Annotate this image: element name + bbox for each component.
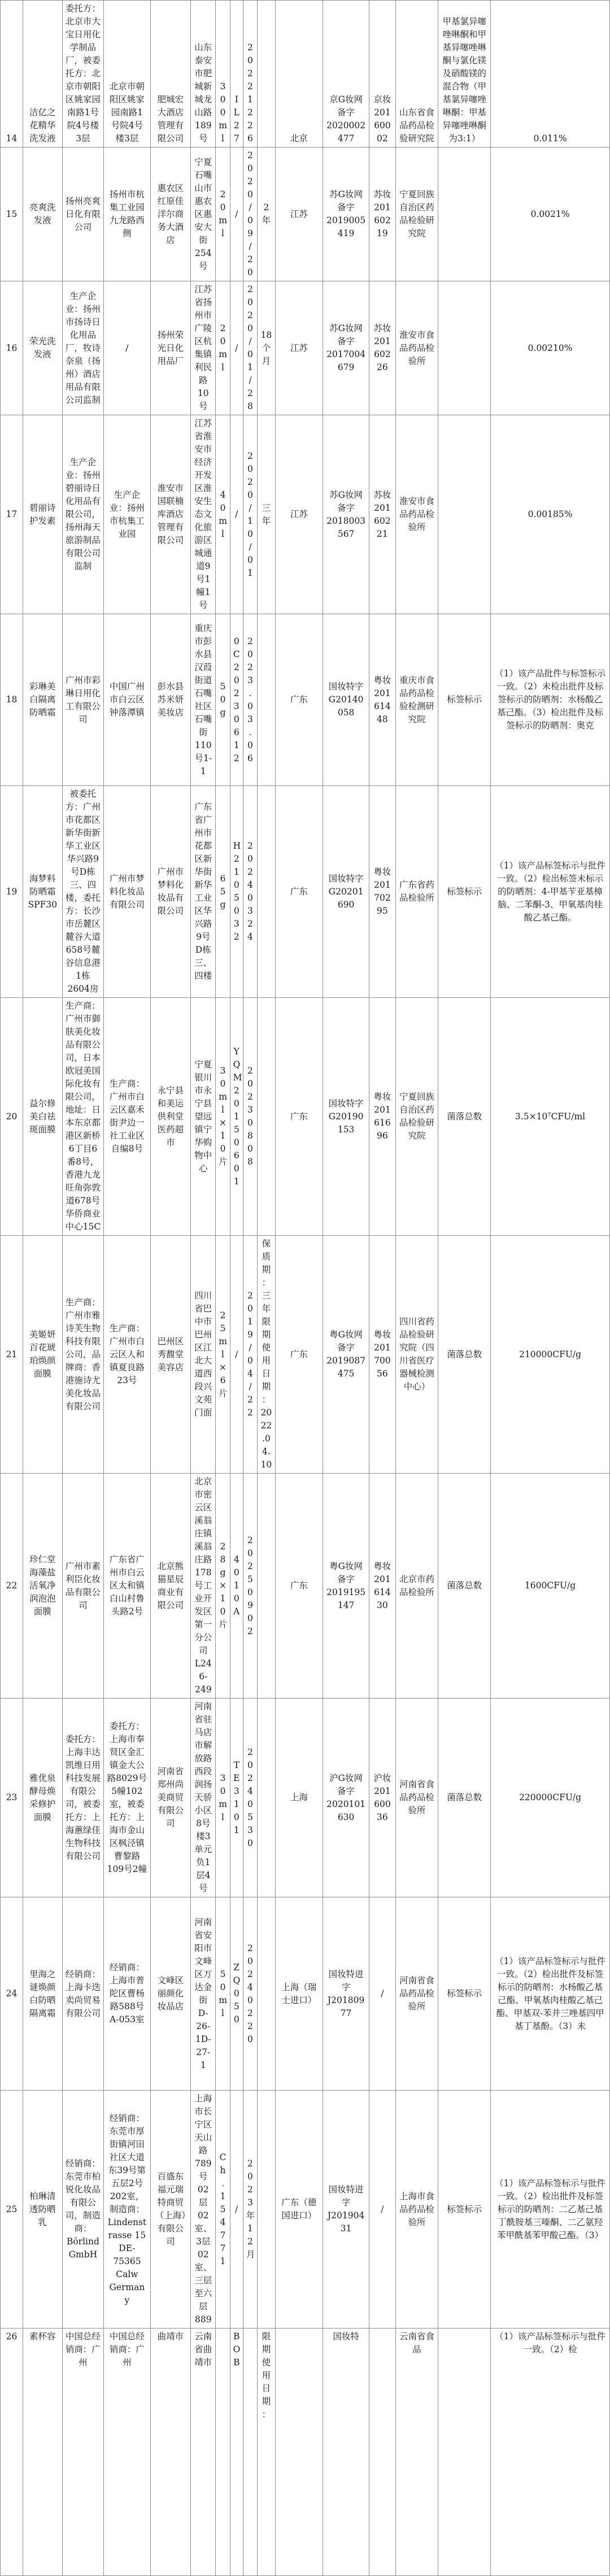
row-index: 17	[1, 415, 23, 614]
table-row	[1, 1236, 610, 1474]
producer-address: 经销商：上海市普陀区曹杨路588号A-053室	[104, 1897, 150, 2091]
spec: 25ml×6片	[216, 1236, 230, 1474]
batch: /	[230, 1236, 243, 1474]
shelf-life	[258, 1, 276, 147]
batch: YQM20150601	[230, 998, 243, 1236]
batch: TE3101	[230, 1698, 243, 1897]
production-date: 20240324	[243, 786, 257, 998]
batch: BOB	[230, 2329, 243, 2576]
shelf-life	[258, 614, 276, 786]
license-number: 苏G妆网备字2017004679	[323, 281, 369, 415]
row-index: 14	[1, 1, 23, 147]
product-name: 洁亿之花精华洗发液	[23, 1, 63, 147]
seller-address: 北京市密云区溪翁庄镇溪翁庄路178号工业开发区第一分公司L246-249	[191, 1474, 216, 1698]
shelf-life: 三年	[258, 415, 276, 614]
origin	[275, 2329, 323, 2576]
seller: 淮安市国联楠库酒店管理有限公司	[150, 415, 191, 614]
report-number	[369, 2329, 395, 2576]
seller-address: 山东泰安市肥城新城龙山路189号	[191, 1, 216, 147]
report-number: /	[369, 2091, 395, 2329]
producer-address: 经销商：东莞市厚街镇河田社区大道东39号第五层2号202室，制造商：Lindenstrasse 15 DE-75365 Calw Germany	[104, 2091, 150, 2329]
producer-address: 生产商：广州市白云区人和镇夏良路23号	[104, 1236, 150, 1474]
testing-lab: 广东省药品检验所	[395, 786, 438, 998]
producer: 扬州亮爽日化有限公司	[62, 147, 104, 281]
product-name: 亮爽洗发液	[23, 147, 63, 281]
producer: 经销商：东莞市柏锐化妆品有限公司，制造商：Börlind GmbH	[62, 2091, 104, 2329]
report-number: /	[369, 1897, 395, 2091]
license-number: 苏G妆网备字2018003567	[323, 415, 369, 614]
production-date: 2020/10/01	[243, 415, 257, 614]
product-name: 彩琳美白隔离防晒霜	[23, 614, 63, 786]
testing-lab: 四川省药品检验研究院（四川省医疗器械检测中心）	[395, 1236, 438, 1474]
license-number: 沪G妆网备字2020101630	[323, 1698, 369, 1897]
test-value: 0.011%	[491, 1, 610, 147]
report-number: 京妆20160002	[369, 1, 395, 147]
product-name: 荣光洗发液	[23, 281, 63, 415]
product-name: 碧丽诗护发素	[23, 415, 63, 614]
producer: 广州市彩琳日用化工有限公司	[62, 614, 104, 786]
row-index: 23	[1, 1698, 23, 1897]
testing-lab: 淮安市食品药品检验所	[395, 415, 438, 614]
row-index: 24	[1, 1897, 23, 2091]
producer-address: 中国广州市白云区钟落潭镇	[104, 614, 150, 786]
production-date: 20230808	[243, 998, 257, 1236]
producer: 委托方：北京市大宝日用化学制品厂，被委托方：北京市朝阳区姚家园南路1号院4号楼3层	[62, 1, 104, 147]
producer-address: /	[104, 281, 150, 415]
seller-address: 宁夏银川市永宁县望远镇宁华购物中心	[191, 998, 216, 1236]
shelf-life: 2年	[258, 147, 276, 281]
seller-address: 云南省曲靖市	[191, 2329, 216, 2576]
test-item: 标签标示	[438, 1897, 491, 2091]
spec: Ch.154771	[216, 2091, 230, 2329]
production-date: 20250902	[243, 1474, 257, 1698]
production-date: 2023年12月	[243, 2091, 257, 2329]
producer: 生产企业：扬州碧丽诗日化用品有限公司，扬州海天旅游制品有限公司监制	[62, 415, 104, 614]
production-date: 20221226	[243, 1, 257, 147]
shelf-life	[258, 998, 276, 1236]
seller-address: 四川省巴中市巴州区江北大道西段兴文苑门面	[191, 1236, 216, 1474]
testing-lab: 宁夏回族自治区药品检验研究院	[395, 998, 438, 1236]
report-number: 沪妆20160036	[369, 1698, 395, 1897]
row-index: 26	[1, 2329, 23, 2576]
production-date: 2020/01/28	[243, 281, 257, 415]
seller: 巴州区秀馥堂美容店	[150, 1236, 191, 1474]
license-number: 粤G妆网备字2019087475	[323, 1236, 369, 1474]
batch: H2105032	[230, 786, 243, 998]
report-number: 苏妆20160221	[369, 415, 395, 614]
seller-address: 江苏省淮安市经济开发区淮安生态文化旅游区城通道9号1幢1号	[191, 415, 216, 614]
producer-address: 广东省广州市白云区太和镇白山村鲁头路2号	[104, 1474, 150, 1698]
shelf-life	[258, 2091, 276, 2329]
producer-address: 广州市梦料化妆品有限公司	[104, 786, 150, 998]
test-value: （1）该产品标签标示与批件一致。（2）检出标签未标示的防晒剂：4-甲基苄亚基樟脑、二苯酮-3、甲氧基肉桂酸乙基己酯。	[491, 786, 610, 998]
test-item	[438, 281, 491, 415]
origin: 江苏	[275, 147, 323, 281]
testing-lab: 宁夏回族自治区药品检验研究院	[395, 147, 438, 281]
shelf-life: 18个月	[258, 281, 276, 415]
test-item: 甲基氯异噻唑啉酮和甲基异噻唑啉酮与氯化镁及硝酸镁的混合物（甲基氯异噻唑啉酮：甲基异噻唑啉酮为3:1）	[438, 1, 491, 147]
producer-address: 中国总经销商：广州	[104, 2329, 150, 2576]
spec: 65g	[216, 786, 230, 998]
test-item: 标签标示	[438, 2091, 491, 2329]
test-item	[438, 147, 491, 281]
spec: 20ml	[216, 281, 230, 415]
production-date: 20240220	[243, 1897, 257, 2091]
license-number: 国妆特字G20201690	[323, 786, 369, 998]
test-value: （1）该产品标签标示与批件一致。（2）检	[491, 2329, 610, 2576]
shelf-life	[258, 1897, 276, 2091]
report-number: 粤妆20161448	[369, 614, 395, 786]
seller-address: 广东省广州市花都区新华街新华工业区华兴路9号D栋三、四楼	[191, 786, 216, 998]
seller-address: 上海市长宁区天山路789号02层02室、3层02室、三层至六层889	[191, 2091, 216, 2329]
seller-address: 宁夏石嘴山市惠农区惠安大街254号	[191, 147, 216, 281]
test-value: 210000CFU/g	[491, 1236, 610, 1474]
row-index: 19	[1, 786, 23, 998]
producer-address: 委托方：上海市奉贤区金汇镇金大公路8029号5幢102室，被委托方：上海市金山区枫泾镇曹黎路109号2幢	[104, 1698, 150, 1897]
seller: 扬州荣光日化用品厂	[150, 281, 191, 415]
producer-address: 生产企业：扬州市杭集工业园	[104, 415, 150, 614]
seller: 百盛东福元瑞特商贸（上海）有限公司	[150, 2091, 191, 2329]
product-name: 美姬妍百花琥珀焕颜面膜	[23, 1236, 63, 1474]
test-value: 3.5×10⁷CFU/ml	[491, 998, 610, 1236]
seller-address: 重庆市彭水县汉葭街道石嘴社区石嘴街110号1-1	[191, 614, 216, 786]
batch: /	[230, 2091, 243, 2329]
batch: IL27	[230, 1, 243, 147]
test-item: 菌落总数	[438, 1236, 491, 1474]
product-name: 珍仁堂海藻盐活氧净润泡泡面膜	[23, 1474, 63, 1698]
producer: 生产商：广州市御肤美化妆品有限公司，日本欧冠美国际化妆有限公司，地址：日本东京都港区新桥6丁目6番8号，香港九龙旺角弥敦道678号华侨商业中心15C	[62, 998, 104, 1236]
test-item: 菌落总数	[438, 1698, 491, 1897]
seller: 曲靖市	[150, 2329, 191, 2576]
batch: 0C20230612	[230, 614, 243, 786]
producer-address: 北京市朝阳区姚家园南路1号院4号楼3层	[104, 1, 150, 147]
table-row	[1, 998, 610, 1236]
origin: 上海	[275, 1698, 323, 1897]
test-value: 0.0021%	[491, 147, 610, 281]
product-name: 柏琳清透防晒乳	[23, 2091, 63, 2329]
testing-lab: 云南省食品	[395, 2329, 438, 2576]
test-item: 菌落总数	[438, 1474, 491, 1698]
producer: 生产企业：扬州市扬诗日化用品厂，牧诗奈泉（扬州）酒店用品有限公司监制	[62, 281, 104, 415]
spec: 30ml×10片	[216, 998, 230, 1236]
test-value: （1）该产品批件与标签标示一致。（2）未检出批件及标签标示的防晒剂：水杨酸乙基己酯。（3）检出批件及标签标示的防晒剂：奥克	[491, 614, 610, 786]
test-value: 0.00185%	[491, 415, 610, 614]
testing-lab: 上海市食品药品检验所	[395, 2091, 438, 2329]
production-date: 20240530	[243, 1698, 257, 1897]
batch: /	[230, 147, 243, 281]
seller-address: 河南省安阳市文峰区万达金街D-26-1D-27-1	[191, 1897, 216, 2091]
test-item: 标签标示	[438, 614, 491, 786]
testing-lab: 山东省食品药品检验研究院	[395, 1, 438, 147]
license-number: 粤G妆网备字2019195147	[323, 1474, 369, 1698]
batch: 4010A	[230, 1474, 243, 1698]
table-row	[1, 1897, 610, 2091]
row-index: 25	[1, 2091, 23, 2329]
shelf-life: 保质期：三年 限期使用日期：2022.04.10	[258, 1236, 276, 1474]
row-index: 21	[1, 1236, 23, 1474]
batch: /	[230, 281, 243, 415]
row-index: 22	[1, 1474, 23, 1698]
seller: 北京熊猫星辰商业有限公司	[150, 1474, 191, 1698]
batch: ZQ050	[230, 1897, 243, 2091]
product-name: 益尔修美白祛斑面膜	[23, 998, 63, 1236]
producer: 广州市素利臣化妆品有限公司	[62, 1474, 104, 1698]
origin: 江苏	[275, 281, 323, 415]
license-number: 京G妆网备字2020002477	[323, 1, 369, 147]
table-row	[1, 2091, 610, 2329]
testing-lab: 淮安市食品药品检验所	[395, 281, 438, 415]
test-value: 1600CFU/g	[491, 1474, 610, 1698]
report-number: 粤妆20170295	[369, 786, 395, 998]
license-number: 国妆特	[323, 2329, 369, 2576]
report-number: 粤妆20161430	[369, 1474, 395, 1698]
production-date: 2020/09/20	[243, 147, 257, 281]
spec: 40ml	[216, 415, 230, 614]
origin: 广东	[275, 1236, 323, 1474]
seller: 惠农区红原佳洋尔商务大酒店	[150, 147, 191, 281]
spec: 30ml	[216, 1698, 230, 1897]
producer: 中国总经销商：广州	[62, 2329, 104, 2576]
test-value: （1）该产品标签标示与批件一致。（2）检出批件及标签标示的防晒剂：二乙基己基丁酰胺基三嗪酮、二乙氨羟苯甲酰基苯甲酸己酯。（3）	[491, 2091, 610, 2329]
origin: 广东（德国进口）	[275, 2091, 323, 2329]
table-row	[1, 1, 610, 147]
table-row	[1, 147, 610, 281]
table-row	[1, 2329, 610, 2576]
test-item	[438, 415, 491, 614]
production-date: 2019/04/22	[243, 1236, 257, 1474]
license-number: 国妆特字G20190153	[323, 998, 369, 1236]
producer: 经销商：上海卡迭卖尚贸易有限公司	[62, 1897, 104, 2091]
producer: 被委托方：广州市花都区新华街新华工业区华兴路9号D栋三、四楼，委托方：长沙市岳麓区麓谷大道658号麓谷信息港1栋2604房	[62, 786, 104, 998]
license-number: 国妆特字G20140058	[323, 614, 369, 786]
testing-lab: 重庆市食品药品检验检测研究院	[395, 614, 438, 786]
spec: 50g	[216, 614, 230, 786]
row-index: 15	[1, 147, 23, 281]
report-number: 粤妆20170056	[369, 1236, 395, 1474]
row-index: 18	[1, 614, 23, 786]
table-row	[1, 786, 610, 998]
seller: 彭水县苏米妍美妆店	[150, 614, 191, 786]
test-item: 菌落总数	[438, 998, 491, 1236]
producer-address: 生产商：广州市白云区嘉禾街尹边一社工业区自编8号	[104, 998, 150, 1236]
producer: 委托方：上海丰达凯维日用科技发展有限公司，被委托方：上海蕙绿佳生物科技有限公司	[62, 1698, 104, 1897]
table-row	[1, 614, 610, 786]
origin: 广东	[275, 998, 323, 1236]
production-date: 2023.03.06	[243, 614, 257, 786]
product-name: 里海之谜焕颜白防晒隔离霜	[23, 1897, 63, 2091]
license-number: 国妆特进字J20180977	[323, 1897, 369, 2091]
product-name: 雅优泉酵母焕采修护面膜	[23, 1698, 63, 1897]
table-row	[1, 1698, 610, 1897]
test-value: 0.00210%	[491, 281, 610, 415]
origin: 北京	[275, 1, 323, 147]
license-number: 苏G妆网备字2019005419	[323, 147, 369, 281]
shelf-life	[258, 1474, 276, 1698]
table-row	[1, 281, 610, 415]
table-row	[1, 1474, 610, 1698]
origin: 广东	[275, 614, 323, 786]
test-item: 标签标示	[438, 786, 491, 998]
spec: 300ml	[216, 1, 230, 147]
seller: 广州市梦料化妆品有限公司	[150, 786, 191, 998]
testing-lab: 河南省食品药品检验所	[395, 1698, 438, 1897]
seller-address: 江苏省扬州市广陵区杭集镇利民路10号	[191, 281, 216, 415]
batch: /	[230, 415, 243, 614]
report-number: 苏妆20160219	[369, 147, 395, 281]
origin: 上海（瑞士进口）	[275, 1897, 323, 2091]
seller: 文峰区丽颜化妆品店	[150, 1897, 191, 2091]
test-value: （1）该产品标签标示与批件一致。（2）检出批件及标签标示的防晒剂：水杨酸乙基己酯、甲氧基肉桂酸乙基己酯、甲基双-苯并三唑基四甲基丁基酚。（3）未	[491, 1897, 610, 2091]
shelf-life	[258, 1698, 276, 1897]
spec: 20ml	[216, 147, 230, 281]
shelf-life: 限期使用日期：	[258, 2329, 276, 2576]
origin: 广东	[275, 1474, 323, 1698]
seller: 肥城宏大酒店管理有限公司	[150, 1, 191, 147]
spec: 50ml	[216, 1897, 230, 2091]
spec: 28g×10片	[216, 1474, 230, 1698]
production-date	[243, 2329, 257, 2576]
test-value: 220000CFU/g	[491, 1698, 610, 1897]
origin: 广东	[275, 786, 323, 998]
testing-lab: 河南省食品药品检验所	[395, 1897, 438, 2091]
shelf-life	[258, 786, 276, 998]
report-number: 苏妆20160226	[369, 281, 395, 415]
license-number: 国妆特进字J20190431	[323, 2091, 369, 2329]
product-name: 海梦料防晒霜SPF30	[23, 786, 63, 998]
origin: 江苏	[275, 415, 323, 614]
testing-lab: 北京市药品检验所	[395, 1474, 438, 1698]
report-number: 粤妆20161696	[369, 998, 395, 1236]
producer: 生产商：广州市雅诗芙生物科技有限公司，品牌商：香港施诗尤美化妆品有限公司	[62, 1236, 104, 1474]
producer-address: 扬州市杭集工业园九龙路西侧	[104, 147, 150, 281]
product-name: 素杯容	[23, 2329, 63, 2576]
test-item	[438, 2329, 491, 2576]
row-index: 20	[1, 998, 23, 1236]
seller: 河南省郑州尚美商贸有限公司	[150, 1698, 191, 1897]
seller-address: 河南省驻马店市解放路西段润扬天骄小区8号楼3单元负1层4号	[191, 1698, 216, 1897]
spec	[216, 2329, 230, 2576]
table-row	[1, 415, 610, 614]
seller: 永宁县和美运供利堂医药超市	[150, 998, 191, 1236]
row-index: 16	[1, 281, 23, 415]
